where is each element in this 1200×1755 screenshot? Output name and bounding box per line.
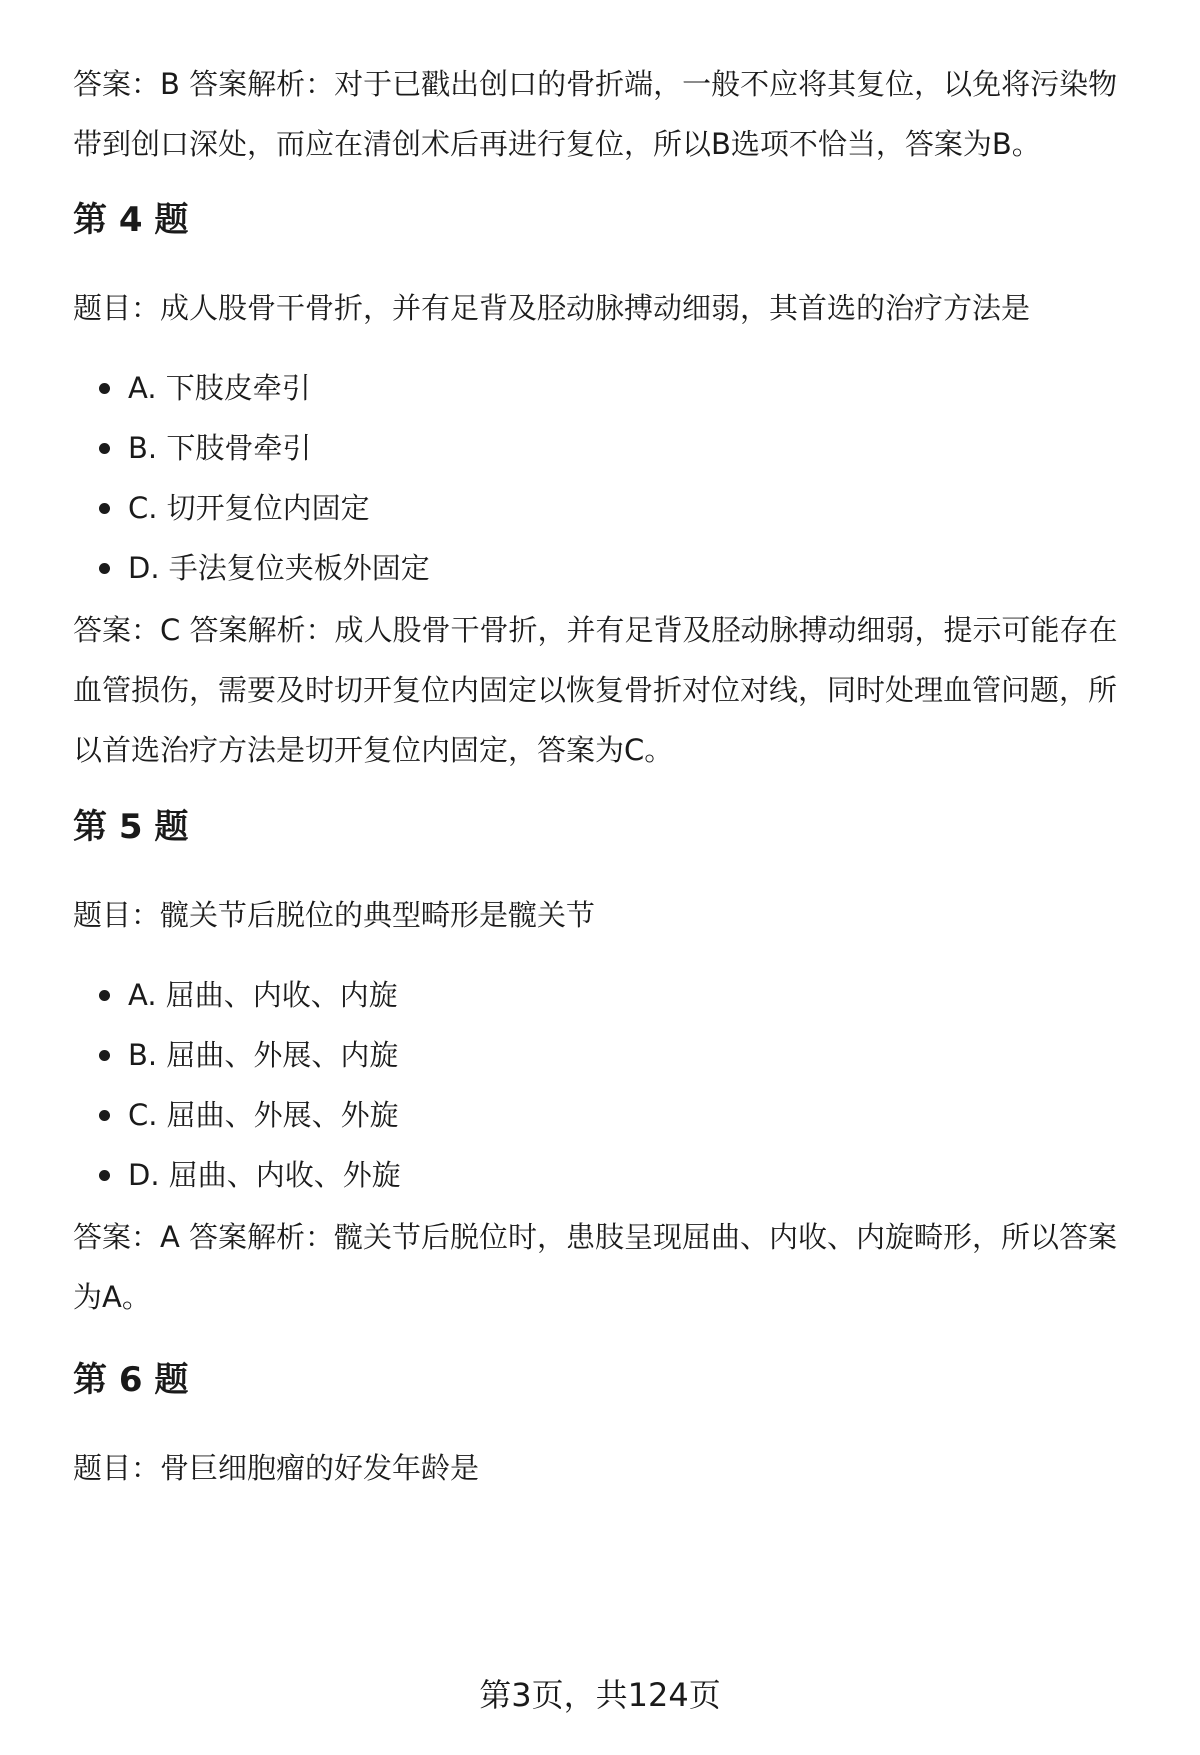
option-c: C. 切开复位内固定 [73, 478, 1145, 538]
answer-explanation-q5: 答案：A 答案解析：髋关节后脱位时，患肢呈现屈曲、内收、内旋畸形，所以答案为A。 [73, 1220, 1118, 1314]
question-heading-4: 第 4 题 [73, 200, 189, 240]
bullet-icon [99, 1050, 110, 1061]
page-footer: 第3页，共124页 [479, 1676, 721, 1714]
option-a: A. 下肢皮牵引 [73, 358, 1145, 418]
bullet-icon [99, 1170, 110, 1181]
option-b: B. 屈曲、外展、内旋 [73, 1025, 1145, 1085]
bullet-icon [99, 383, 110, 394]
bullet-icon [99, 1110, 110, 1121]
bullet-icon [99, 563, 110, 574]
option-a: A. 屈曲、内收、内旋 [73, 965, 1145, 1025]
option-b: B. 下肢骨牵引 [73, 418, 1145, 478]
option-d: D. 屈曲、内收、外旋 [73, 1145, 1145, 1205]
question-heading-5: 第 5 题 [73, 807, 189, 847]
options-list-4 [73, 358, 1145, 598]
bullet-icon [99, 503, 110, 514]
bullet-icon [99, 443, 110, 454]
answer-explanation-q3: 答案：B 答案解析：对于已戳出创口的骨折端，一般不应将其复位，以免将污染物带到创口深处，而应在清创术后再进行复位，所以B选项不恰当，答案为B。 [73, 67, 1118, 161]
answer-explanation-q4: 答案：C 答案解析：成人股骨干骨折，并有足背及胫动脉搏动细弱，提示可能存在血管损伤，需要及时切开复位内固定以恢复骨折对位对线，同时处理血管问题，所以首选治疗方法是切开复位内固定，答案为C。 [73, 613, 1118, 767]
option-d: D. 手法复位夹板外固定 [73, 538, 1145, 598]
option-c: C. 屈曲、外展、外旋 [73, 1085, 1145, 1145]
question-text-6: 题目：骨巨细胞瘤的好发年龄是 [73, 1451, 480, 1485]
question-text-4: 题目：成人股骨干骨折，并有足背及胫动脉搏动细弱，其首选的治疗方法是 [73, 291, 1031, 325]
bullet-icon [99, 990, 110, 1001]
options-list-5 [73, 965, 1145, 1205]
question-heading-6: 第 6 题 [73, 1360, 189, 1400]
question-text-5: 题目：髋关节后脱位的典型畸形是髋关节 [73, 898, 596, 932]
